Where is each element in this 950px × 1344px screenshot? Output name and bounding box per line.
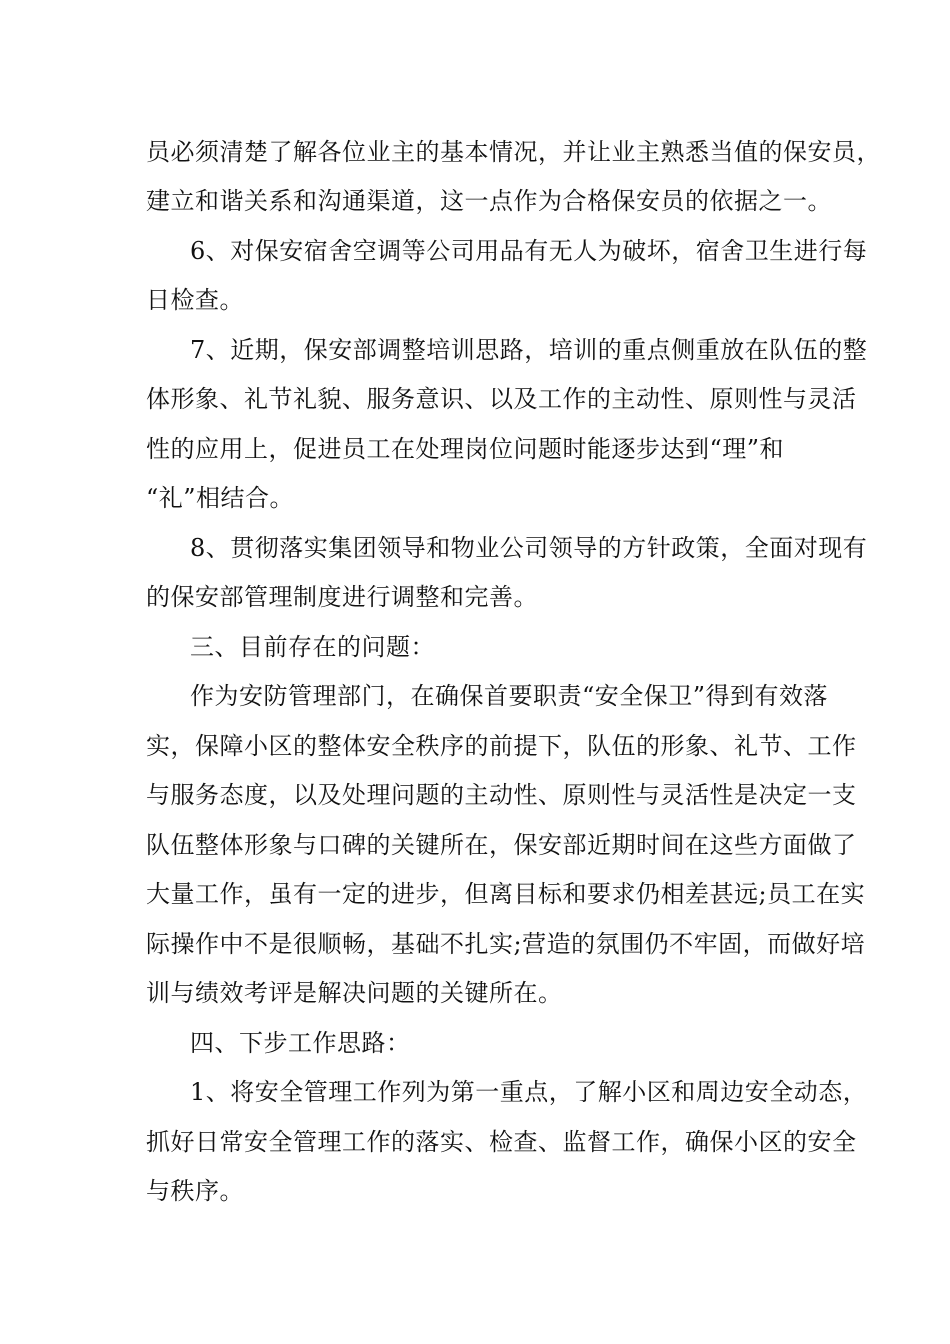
text-line: 训与绩效考评是解决问题的关键所在。 — [146, 979, 563, 1007]
text-line: 与秩序。 — [146, 1177, 244, 1205]
text-line: 与服务态度，以及处理问题的主动性、原则性与灵活性是决定一支 — [146, 781, 857, 809]
text-line: 际操作中不是很顺畅，基础不扎实;营造的氛围仍不牢固，而做好培 — [146, 930, 866, 958]
text-line: 员必须清楚了解各位业主的基本情况，并让业主熟悉当值的保安员， — [146, 138, 881, 166]
section-heading: 三、目前存在的问题： — [190, 633, 435, 661]
text-line: 队伍整体形象与口碑的关键所在，保安部近期时间在这些方面做了 — [146, 831, 857, 859]
section-heading: 四、下步工作思路： — [190, 1029, 411, 1057]
text-line: 日检查。 — [146, 286, 244, 314]
text-line: 抓好日常安全管理工作的落实、检查、监督工作，确保小区的安全 — [146, 1128, 857, 1156]
text-line: 体形象、礼节礼貌、服务意识、以及工作的主动性、原则性与灵活 — [146, 385, 857, 413]
text-line: 实，保障小区的整体安全秩序的前提下，队伍的形象、礼节、工作 — [146, 732, 857, 760]
text-line: 作为安防管理部门，在确保首要职责“安全保卫”得到有效落 — [190, 682, 829, 710]
text-line: 建立和谐关系和沟通渠道，这一点作为合格保安员的依据之一。 — [146, 187, 832, 215]
text-line: “礼”相结合。 — [146, 484, 295, 512]
text-line: 7、近期，保安部调整培训思路，培训的重点侧重放在队伍的整 — [190, 336, 868, 364]
text-line: 6、对保安宿舍空调等公司用品有无人为破坏，宿舍卫生进行每 — [190, 237, 868, 265]
text-line: 1、将安全管理工作列为第一重点，了解小区和周边安全动态， — [190, 1078, 868, 1106]
text-line: 8、贯彻落实集团领导和物业公司领导的方针政策，全面对现有 — [190, 534, 868, 562]
text-line: 性的应用上，促进员工在处理岗位问题时能逐步达到“理”和 — [146, 435, 785, 463]
text-line: 的保安部管理制度进行调整和完善。 — [146, 583, 538, 611]
text-line: 大量工作，虽有一定的进步，但离目标和要求仍相差甚远;员工在实 — [146, 880, 866, 908]
